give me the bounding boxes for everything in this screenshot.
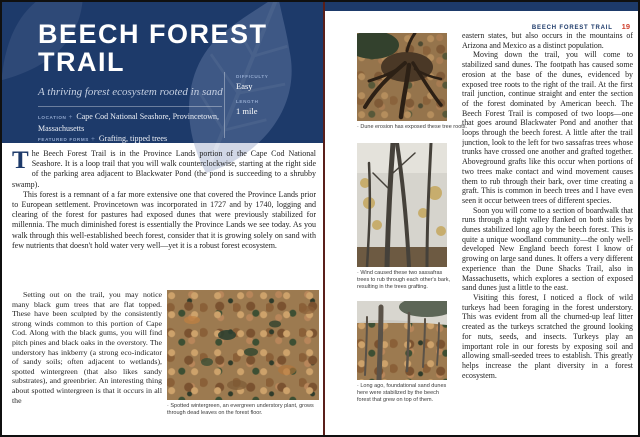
- figure-caption: · Wind caused these two sassafras trees to rub through each other's bark, resulting in the trees grafting.: [357, 270, 451, 290]
- paragraph: Visiting this forest, I noticed a flock of wild turkeys had been foraging in the forest understory. This was evident from all the churned-up leaf litter created as the turkeys scratched the ground looking for nuts, seeds, and insects. Turkeys play an important role in our forests by exposing soil and allowing small-seeded trees to establish. This greatly helps increase the plant diversity in a forest ecosystem.: [462, 292, 633, 380]
- meta-featured-forms-value: Grafting, tipped trees: [98, 134, 168, 143]
- figure-leaf-litter: [167, 290, 319, 417]
- figure-caption: · Dune erosion has exposed these tree roots.: [357, 124, 468, 130]
- figure-grafted-trees: [357, 143, 453, 291]
- header-divider: [38, 106, 222, 107]
- chapter-title-line2: TRAIL: [38, 47, 125, 77]
- meta-arrow-icon: +: [90, 135, 95, 143]
- trail-stats: [236, 74, 268, 124]
- paragraph: Moving down the trail, you will come to stabilized sand dunes. The footpath has caused some erosion at the base of the dunes, evidenced by exposed tree roots to the right of the trail. At the first trail junction, continue straight and enter the section of the forest dominated by American beech. The Beech Forest Trail is composed of two loops—one that goes around Blackwater Pond and another that loops through the beech forest. A little after the trail junction, look to the left for two sassafras trees whose trunks have crossed one another and grafted together. Aboveground grafts like this occur when portions of two trees make contact and wind movement causes them to rub through their bark, over time creating a graft. This is common in beech trees and I have even seen it occur between trees of different species.: [462, 50, 633, 205]
- figure-tree-roots: [357, 33, 468, 131]
- photo-leaf-litter: [167, 290, 319, 400]
- left-page: [2, 2, 323, 435]
- chapter-title-line1: BEECH FOREST: [38, 19, 268, 49]
- paragraph-text: he Beech Forest Trail is in the Province Lands portion of the Cape Cod National Seashore. It is a loop trail that you will walk counterclockwise, starting at the right side of the parking area adjacent to Blackwater Pond (the pond is succeeding to a shrubby swamp).: [12, 149, 316, 189]
- intro-text: [12, 149, 316, 251]
- stabilized-dunes-illustration: [357, 301, 447, 380]
- meta-location-value: Cape Cod National Seashore, Provincetown, Massachusetts: [38, 112, 220, 133]
- meta-location-label: LOCATION: [38, 115, 67, 120]
- length-label: LENGTH: [236, 99, 259, 104]
- difficulty-label: DIFFICULTY: [236, 74, 269, 79]
- grafted-trees-illustration: [357, 143, 447, 267]
- meta-featured-forms: [38, 134, 224, 146]
- photo-stabilized-dunes: [357, 301, 447, 380]
- chapter-subtitle: A thriving forest ecosystem rooted in sand: [38, 86, 223, 98]
- leaf-litter-illustration: [167, 290, 319, 400]
- meta-location: [38, 112, 224, 134]
- meta-featured-forms-label: FEATURED FORMS: [38, 137, 89, 142]
- page-top-bar: [325, 2, 638, 11]
- figure-stabilized-dunes: [357, 301, 453, 404]
- paragraph: Setting out on the trail, you may notice many black gum trees that are flat topped. These have been sculpted by the consistently strong winds common to this portion of Cape Cod. Along with the black gums, you will find pitch pines and black oaks in the overstory. The understory has inkberry (a strong eco-indicator of sandy soils; often adjacent to wetlands), spotted wintergreen (that also likes sandy substrates), and greenbrier. An interesting thing about spotted wintergreen is that it occurs in all the: [12, 290, 162, 405]
- drop-cap: T: [12, 147, 29, 174]
- right-text-column: [462, 31, 633, 419]
- photo-tree-roots: [357, 33, 447, 121]
- right-page: [325, 2, 638, 435]
- tree-roots-illustration: [357, 33, 447, 121]
- paragraph: This forest is a remnant of a far more extensive one that covered the Province Lands prior to European settlement. Provincetown was incorporated in 1727 and by 1740, logging and clearing of the forest for pastures had exposed dunes that were previously stabilized for millennia. The much diminished forest is essentially the Province Lands we see today. As you walk through this well-established beech forest, consider that it is growing solely on sand with few nutrients that doesn't hold water very well—yet it is a robust forest ecosystem.: [12, 189, 316, 250]
- chapter-header: [2, 2, 323, 143]
- paragraph: Soon you will come to a section of boardwalk that runs through a tight valley flanked on both sides by dunes stabilized long ago by the beech forest. This is quite a unique woodland community—the only well-developed New England beech forest I know of growing on large sand dunes. It offers a very different experience than the Dune Shacks Trail, also in Massachusetts, which explores a section of exposed sand dunes just a little to the east.: [462, 205, 633, 293]
- chapter-title: [38, 20, 268, 76]
- difficulty-value: Easy: [236, 81, 253, 91]
- left-text-column: [12, 290, 162, 431]
- meta-arrow-icon: +: [68, 113, 73, 121]
- trail-meta: [38, 112, 224, 146]
- figure-caption: · Long ago, foundational sand dunes here were stabilized by the beech forest that grew on top of them.: [357, 383, 447, 403]
- paragraph: eastern states, but also occurs in the mountains of Arizona and Mexico as a distinct population.: [462, 31, 633, 50]
- page-number: 19: [621, 22, 630, 31]
- photo-grafted-trees: [357, 143, 447, 267]
- length-value: 1 mile: [236, 106, 258, 116]
- header-vertical-divider: [224, 72, 225, 138]
- paragraph: [12, 149, 316, 190]
- figure-caption: · Spotted wintergreen, an evergreen understory plant, grows through dead leaves on the forest floor.: [167, 403, 314, 416]
- running-head-title: BEECH FOREST TRAIL: [531, 25, 613, 31]
